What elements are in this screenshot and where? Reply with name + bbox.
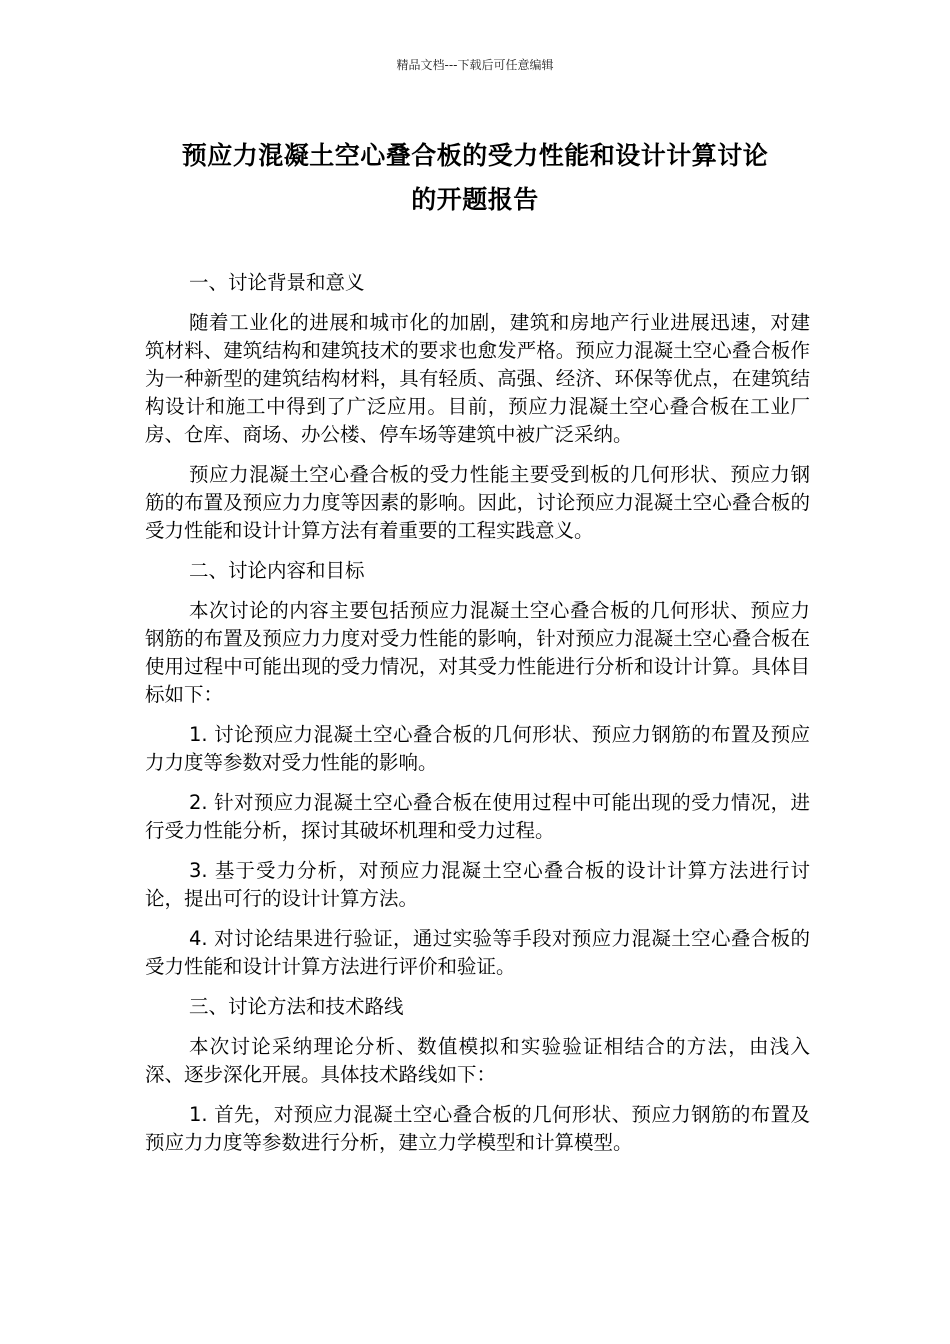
section-heading-background: 一、讨论背景和意义 bbox=[189, 271, 365, 294]
paragraph: 随着工业化的进展和城市化的加剧，建筑和房地产行业进展迅速，对建筑材料、建筑结构和建筑技术的要求也愈发严格。预应力混凝土空心叠合板作为一种新型的建筑结构材料，具有轻质、高强、经济、环保等优点，在建筑结构设计和施工中得到了广泛应用。目前，预应力混凝土空心叠合板在工业厂房、仓库、商场、办公楼、停车场等建筑中被广泛采纳。 bbox=[145, 311, 810, 446]
list-item: 1. 首先，对预应力混凝土空心叠合板的几何形状、预应力钢筋的布置及预应力力度等参数进行分析，建立力学模型和计算模型。 bbox=[145, 1103, 810, 1154]
header-note: 精品文档---下载后可任意编辑 bbox=[396, 58, 554, 72]
section-heading-methods: 三、讨论方法和技术路线 bbox=[189, 995, 404, 1018]
title-line-1: 预应力混凝土空心叠合板的受力性能和设计计算讨论 bbox=[181, 141, 769, 170]
paragraph: 本次讨论采纳理论分析、数值模拟和实验验证相结合的方法，由浅入深、逐步深化开展。具体技术路线如下： bbox=[145, 1035, 810, 1086]
list-item: 2. 针对预应力混凝土空心叠合板在使用过程中可能出现的受力情况，进行受力性能分析，探讨其破坏机理和受力过程。 bbox=[145, 791, 810, 842]
list-item: 4. 对讨论结果进行验证，通过实验等手段对预应力混凝土空心叠合板的受力性能和设计计算方法进行评价和验证。 bbox=[145, 927, 810, 978]
paragraph: 预应力混凝土空心叠合板的受力性能主要受到板的几何形状、预应力钢筋的布置及预应力力度等因素的影响。因此，讨论预应力混凝土空心叠合板的受力性能和设计计算方法有着重要的工程实践意义。 bbox=[145, 463, 810, 542]
paragraph: 本次讨论的内容主要包括预应力混凝土空心叠合板的几何形状、预应力钢筋的布置及预应力力度对受力性能的影响，针对预应力混凝土空心叠合板在使用过程中可能出现的受力情况，对其受力性能进行分析和设计计算。具体目标如下： bbox=[145, 599, 810, 706]
section-heading-content-goals: 二、讨论内容和目标 bbox=[189, 559, 365, 582]
document-body bbox=[145, 269, 810, 1169]
list-item: 1. 讨论预应力混凝土空心叠合板的几何形状、预应力钢筋的布置及预应力力度等参数对受力性能的影响。 bbox=[145, 723, 810, 774]
list-item: 3. 基于受力分析，对预应力混凝土空心叠合板的设计计算方法进行讨论，提出可行的设计计算方法。 bbox=[145, 859, 810, 910]
title-line-2: 的开题报告 bbox=[411, 185, 539, 214]
document-title bbox=[130, 134, 820, 222]
